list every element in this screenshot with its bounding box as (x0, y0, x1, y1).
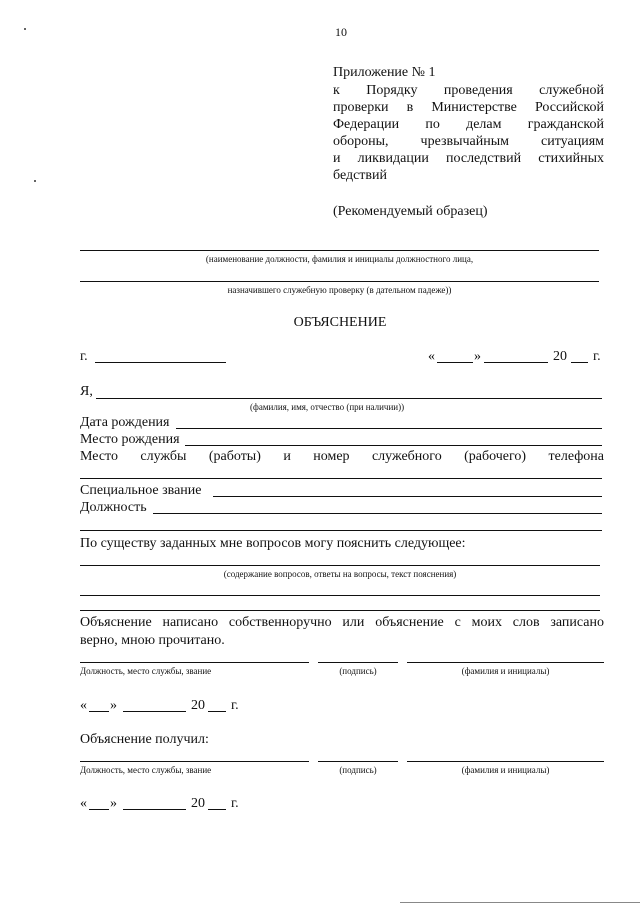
service-place-label (80, 448, 604, 465)
annex-title: Приложение № 1 (333, 65, 436, 80)
receipt-date-quote-open: « (80, 796, 87, 811)
signer-name-caption: (фамилия и инициалы) (461, 666, 550, 676)
service-word: службы (140, 449, 187, 464)
received-label: Объяснение получил: (80, 732, 209, 747)
service-word: и (283, 449, 291, 464)
receipt-date-month-field[interactable] (123, 809, 186, 810)
receiver-name-field[interactable] (407, 761, 604, 762)
fio-field[interactable] (96, 398, 602, 399)
date-year-field[interactable] (208, 711, 226, 712)
scan-edge-line (400, 902, 640, 903)
service-place-field[interactable] (80, 478, 602, 479)
position-extra-field[interactable] (80, 530, 602, 531)
receiver-signature-caption: (подпись) (339, 765, 377, 775)
date-quote-open: « (80, 698, 87, 713)
service-word: Место (80, 449, 118, 464)
answer-field-3[interactable] (80, 610, 600, 611)
annex-line: бедствий (333, 168, 388, 183)
birth-place-field[interactable] (185, 445, 602, 446)
city-prefix: г. (80, 349, 88, 364)
annex-line: к Порядку проведения служебной (333, 83, 604, 98)
statement-line-1: Объяснение написано собственноручно или объяснение с моих слов записано (80, 615, 604, 630)
rank-field[interactable] (213, 496, 602, 497)
receipt-date-year-suffix: г. (231, 796, 239, 811)
date-year-prefix: 20 (191, 698, 205, 713)
scan-mark (24, 28, 26, 30)
quote-open: « (428, 349, 435, 364)
service-word: номер (313, 449, 350, 464)
annex-line: проверки в Министерстве Российской (333, 100, 604, 115)
day-field[interactable] (437, 362, 473, 363)
annex-line: обороны, чрезвычайным ситуациям (333, 134, 604, 149)
fio-caption: (фамилия, имя, отчество (при наличии)) (250, 402, 405, 412)
city-field[interactable] (95, 362, 226, 363)
signer-signature-caption: (подпись) (339, 666, 377, 676)
questions-intro: По существу заданных мне вопросов могу пояснить следующее: (80, 536, 466, 551)
year-suffix: г. (593, 349, 601, 364)
service-word: (рабочего) (464, 449, 527, 464)
service-word: служебного (371, 449, 442, 464)
answer-caption: (содержание вопросов, ответы на вопросы, текст пояснения) (223, 569, 457, 579)
addressee-line-2[interactable] (80, 281, 599, 282)
date-day-field[interactable] (89, 711, 109, 712)
answer-field-2[interactable] (80, 595, 600, 596)
birth-place-label: Место рождения (80, 432, 180, 447)
rank-label: Специальное звание (80, 483, 202, 498)
receipt-date-year-field[interactable] (208, 809, 226, 810)
birth-date-label: Дата рождения (80, 415, 170, 430)
month-field[interactable] (484, 362, 548, 363)
date-year-suffix: г. (231, 698, 239, 713)
addressee-caption-1: (наименование должности, фамилия и инициалы должностного лица, (205, 254, 474, 264)
receiver-signature-field[interactable] (318, 761, 398, 762)
birth-date-field[interactable] (176, 428, 602, 429)
document-title: ОБЪЯСНЕНИЕ (293, 315, 387, 330)
service-word: (работы) (208, 449, 261, 464)
date-month-field[interactable] (123, 711, 186, 712)
signer-name-field[interactable] (407, 662, 604, 663)
receiver-name-caption: (фамилия и инициалы) (461, 765, 550, 775)
service-word: телефона (548, 449, 604, 464)
receipt-date-quote-close: » (110, 796, 117, 811)
receipt-date-year-prefix: 20 (191, 796, 205, 811)
annex-line: Федерации по делам гражданской (333, 117, 604, 132)
year-prefix: 20 (553, 349, 567, 364)
annex-line: и ликвидации последствий стихийных (333, 151, 604, 166)
signer-position-caption: Должность, место службы, звание (80, 666, 212, 676)
addressee-caption-2: назначившего служебную проверку (в дательном падеже)) (227, 285, 452, 295)
position-label: Должность (80, 500, 147, 515)
quote-close: » (474, 349, 481, 364)
statement-line-2: верно, мною прочитано. (80, 633, 225, 648)
page-number: 10 (335, 25, 347, 39)
date-quote-close: » (110, 698, 117, 713)
signer-signature-field[interactable] (318, 662, 398, 663)
signer-position-field[interactable] (80, 662, 309, 663)
sample-note: (Рекомендуемый образец) (333, 204, 488, 219)
ya-label: Я, (80, 384, 93, 399)
addressee-line-1[interactable] (80, 250, 599, 251)
scan-mark (34, 180, 36, 182)
answer-field-1[interactable] (80, 565, 600, 566)
receipt-date-day-field[interactable] (89, 809, 109, 810)
receiver-position-caption: Должность, место службы, звание (80, 765, 212, 775)
receiver-position-field[interactable] (80, 761, 309, 762)
position-field[interactable] (153, 513, 602, 514)
year-field[interactable] (571, 362, 588, 363)
